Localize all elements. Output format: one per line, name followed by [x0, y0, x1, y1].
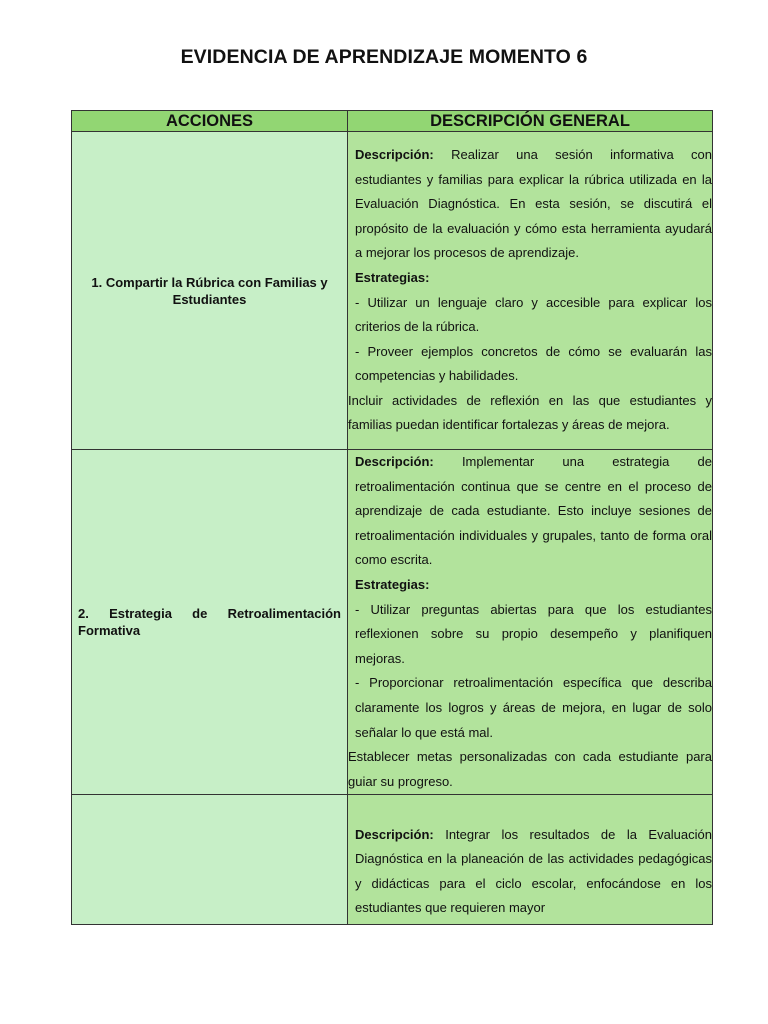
table-row: [72, 450, 713, 795]
header-description: DESCRIPCIÓN GENERAL: [348, 111, 713, 132]
description-paragraph: [355, 450, 712, 573]
description-cell: [348, 450, 713, 795]
action-cell: [72, 132, 348, 450]
description-label: Descripción:: [355, 146, 434, 162]
description-cell: [348, 132, 713, 450]
description-label: Descripción:: [355, 826, 434, 842]
table-row: [72, 132, 713, 450]
closing-text: Incluir actividades de reflexión en las que estudiantes y familias puedan identificar fortalezas y áreas de mejora.: [348, 392, 712, 433]
table-row: [72, 795, 713, 925]
document-title: EVIDENCIA DE APRENDIZAJE MOMENTO 6: [180, 46, 588, 68]
table-header-row: [72, 111, 713, 132]
description-paragraph: [355, 143, 712, 266]
description-label: Descripción:: [355, 454, 434, 469]
description-cell: [348, 795, 713, 925]
strategies-label: Estrategias:: [355, 269, 430, 285]
header-actions: ACCIONES: [72, 111, 348, 132]
evidence-table: [71, 110, 713, 925]
action-cell: [72, 450, 348, 795]
strategy-item: - Proporcionar retroalimentación específica que describa claramente los logros y áreas de mejora, en lugar de solo señalar lo que está mal.: [355, 675, 712, 740]
strategies-label: Estrategias:: [355, 576, 430, 592]
description-text: Realizar una sesión informativa con estudiantes y familias para explicar la rúbrica utilizada en la Evaluación Diagnóstica. En esta sesión, se discutirá el propósito de la evaluación y cómo esta herramienta ayudará a mejorar los procesos de aprendizaje.: [355, 146, 712, 261]
strategy-item: - Utilizar preguntas abiertas para que los estudiantes reflexionen sobre su propio desempeño y planifiquen mejoras.: [355, 601, 712, 666]
description-paragraph: [355, 823, 712, 921]
action-title: 1. Compartir la Rúbrica con Familias y Estudiantes: [91, 274, 328, 307]
strategy-item: - Proveer ejemplos concretos de cómo se evaluarán las competencias y habilidades.: [355, 343, 712, 384]
strategy-item: - Utilizar un lenguaje claro y accesible para explicar los criterios de la rúbrica.: [355, 294, 712, 335]
action-cell: [72, 795, 348, 925]
description-text: Implementar una estrategia de retroalimentación continua que se centre en el proceso de aprendizaje de cada estudiante. Esto incluye sesiones de retroalimentación individuales y grupales, tanto de forma oral como escrita.: [355, 454, 712, 568]
closing-text: Establecer metas personalizadas con cada estudiante para guiar su progreso.: [348, 749, 712, 789]
description-text: Integrar los resultados de la Evaluación Diagnóstica en la planeación de las actividades pedagógicas y didácticas para el ciclo escolar, enfocándose en los estudiantes que requieren mayor: [355, 826, 712, 916]
action-title: 2. Estrategia de Retroalimentación Formativa: [78, 606, 341, 639]
